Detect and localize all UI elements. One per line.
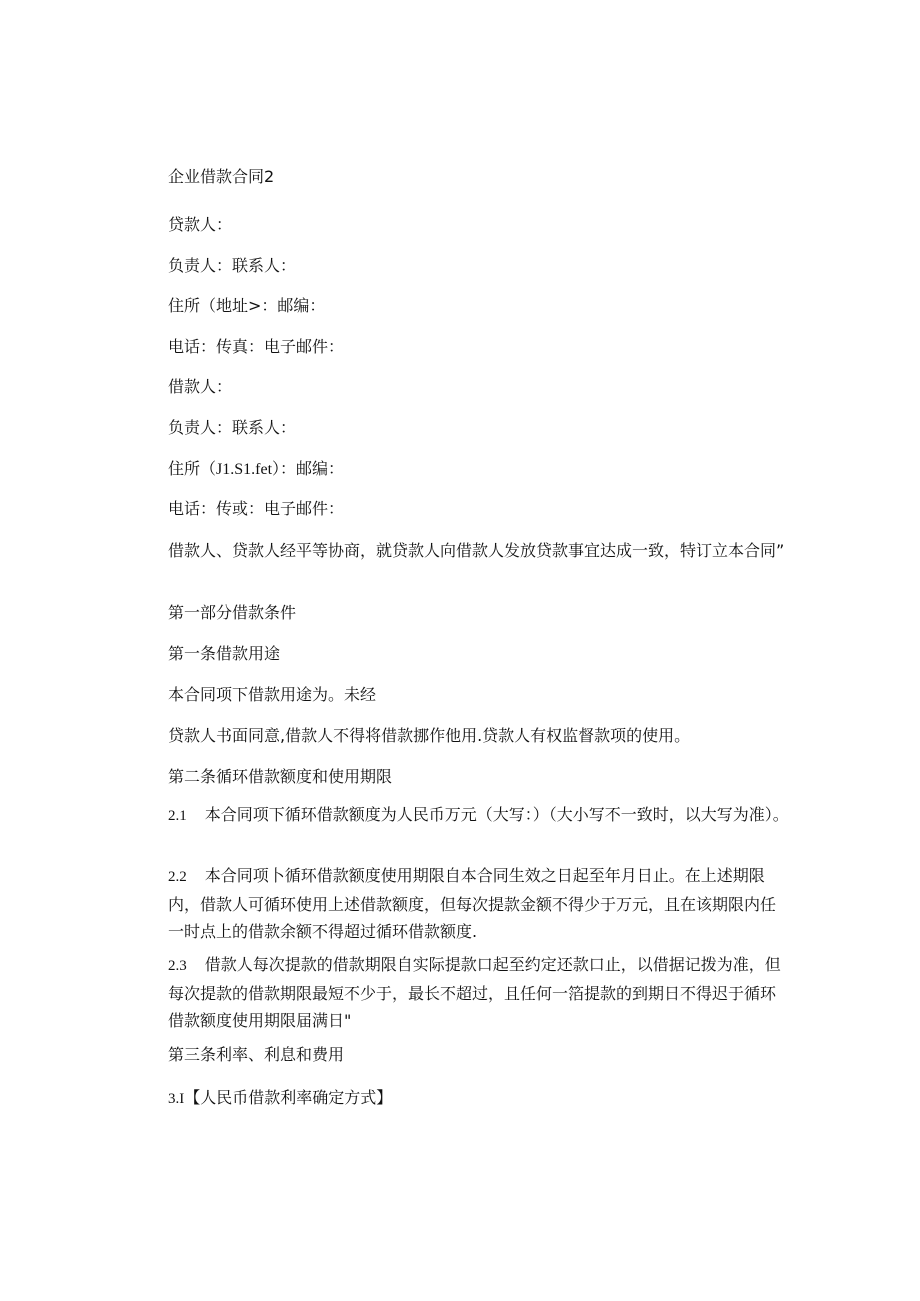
preamble-paragraph: 借款人、贷款人经平等协商，就贷款人向借款人发放贷款事宜达成一致，特订立本合同” [168,541,785,560]
lender-person-line: 负责人：联系人： [168,256,297,275]
article1-line1: 本合同项下借款用途为。未经 [168,685,377,704]
clause-2-3 [168,951,790,1034]
clause-3-1-number: 3.I [168,1091,185,1107]
clause-2-2-text: 本合同项卜循环借款额度使用期限自本合同生效之日起至年月日止。在上述期限内，借款人可循环使用上述借款额度，但每次提款金额不得少于万元，且在该期限内任一时点上的借款余额不得超过循环借款额度. [168,866,777,941]
clause-2-2 [168,862,790,945]
clause-2-1 [168,801,790,830]
borrower-address-garbled: （J1.S1.fet） [200,461,281,478]
article1-heading: 第一条借款用途 [168,644,281,663]
borrower-address-line [168,455,790,483]
clause-2-2-number: 2.2 [168,869,187,885]
clause-2-1-number: 2.1 [168,808,187,824]
borrower-address-suffix: ：邮编： [280,459,345,478]
clause-2-3-text: 借款人每次提款的借款期限自实际提款口起至约定还款口止，以借据记拨为准，但每次提款的借款期限最短不少于，最长不超过，且任何一箔提款的到期日不得迟于循环借款额度使用期限届满日" [168,955,781,1030]
clause-3-1 [168,1084,790,1113]
article3-heading: 第三条利率、利息和费用 [168,1045,345,1064]
borrower-person-line: 负责人：联系人： [168,418,297,437]
part1-heading: 第一部分借款条件 [168,603,297,622]
borrower-phone-line: 电话：传或：电子邮件： [168,499,345,518]
document-title: 企业借款合同2 [168,167,275,186]
clause-2-3-number: 2.3 [168,958,187,974]
lender-phone-line: 电话：传真：电子邮件： [168,337,345,356]
lender-label: 贷款人： [168,215,233,234]
borrower-label: 借款人： [168,377,233,396]
borrower-address-prefix: 住所 [168,459,201,478]
article1-line2: 贷款人书面同意,借款人不得将借款挪作他用.贷款人有权监督款项的使用。 [168,726,691,745]
clause-2-1-text: 本合同项下循环借款额度为人民币万元（大写：）（大小写不一致时，以大写为准）。 [204,805,789,824]
clause-3-1-text: 【人民币借款利率确定方式】 [184,1088,393,1107]
article2-heading: 第二条循环借款额度和使用期限 [168,767,393,786]
lender-address-line: 住所（地址>：邮编： [168,296,326,315]
